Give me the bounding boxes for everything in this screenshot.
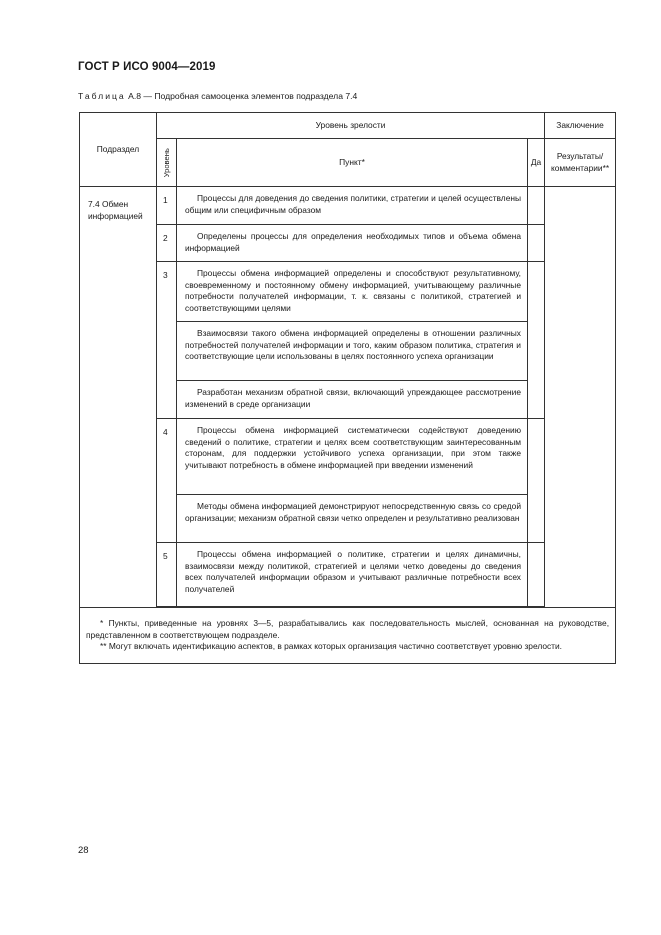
caption-text: А.8 — Подробная самооценка элементов подраздела 7.4: [125, 91, 358, 101]
header-subsection: Подраздел: [80, 113, 157, 187]
item-3-2: Взаимосвязи такого обмена информацией определены в отношении различных потребностей получателей информации и того, каким образом политика, стратегия и соответствующие цели использованы в целях постоянного успеха организации: [177, 322, 528, 381]
table-caption: [78, 91, 357, 101]
header-maturity-level: Уровень зрелости: [157, 113, 545, 139]
item-2-1: Определены процессы для определения необходимых типов и объема обмена информацией: [177, 225, 528, 262]
item-5-1: Процессы обмена информацией о политике, стратегии и целях динамичны, взаимосвязи между политикой, стратегией и целями четко доведены до сведения всех получателей информации образом и учитывают различные потребности всех получателей: [177, 543, 528, 607]
level-3: 3: [157, 262, 177, 419]
level-5: 5: [157, 543, 177, 607]
yes-cell-4: [528, 419, 545, 543]
item-4-1: Процессы обмена информацией систематически содействуют доведению сведений о политике, стратегии и целях всем соответствующим заинтересованным сторонам, для поддержки устойчивого успеха организации, при этом также учитывают потребность в обмене информацией при введении изменений: [177, 419, 528, 495]
page-number: 28: [78, 845, 89, 856]
item-3-1: Процессы обмена информацией определены и способствуют результативному, своевременному и постоянному обмену информацией, учитывающему различные потребности получателей информации, т. к. связаны с политикой, стратегией и соответствующими целями: [177, 262, 528, 322]
yes-cell-5: [528, 543, 545, 607]
item-4-2: Методы обмена информацией демонстрируют непосредственную связь со средой организации; механизм обратной связи четко определен и результативно реализован: [177, 495, 528, 543]
footnote-2: ** Могут включать идентификацию аспектов, в рамках которых организация частично соответствует уровню зрелости.: [100, 641, 563, 651]
item-1-1: Процессы для доведения до сведения политики, стратегии и целей осуществлены общим или специфичным образом: [177, 187, 528, 225]
header-conclusion: Заключение: [545, 113, 616, 139]
level-4: 4: [157, 419, 177, 543]
header-yes: Да: [528, 139, 545, 187]
footnotes-cell: [80, 608, 616, 664]
item-3-3: Разработан механизм обратной связи, включающий упреждающее рассмотрение изменений в среде организации: [177, 381, 528, 419]
level-2: 2: [157, 225, 177, 262]
yes-cell-2: [528, 225, 545, 262]
yes-cell-3: [528, 262, 545, 419]
header-item: Пункт*: [177, 139, 528, 187]
results-cell: [545, 187, 616, 608]
header-results: Результаты/ комментарии**: [545, 139, 616, 187]
header-level: [157, 139, 177, 187]
caption-prefix: Таблица: [78, 91, 126, 101]
header-level-text: Уровень: [161, 147, 171, 178]
document-code: ГОСТ Р ИСО 9004—2019: [78, 61, 216, 73]
footnote-1: * Пункты, приведенные на уровнях 3—5, разрабатывались как последовательность мыслей, основанная на руководстве, представленном в соответствующем подразделе.: [86, 618, 610, 640]
level-1: 1: [157, 187, 177, 225]
yes-cell-1: [528, 187, 545, 225]
self-assessment-table: [79, 112, 616, 664]
subsection-cell: 7.4 Обмен информацией: [80, 187, 157, 608]
